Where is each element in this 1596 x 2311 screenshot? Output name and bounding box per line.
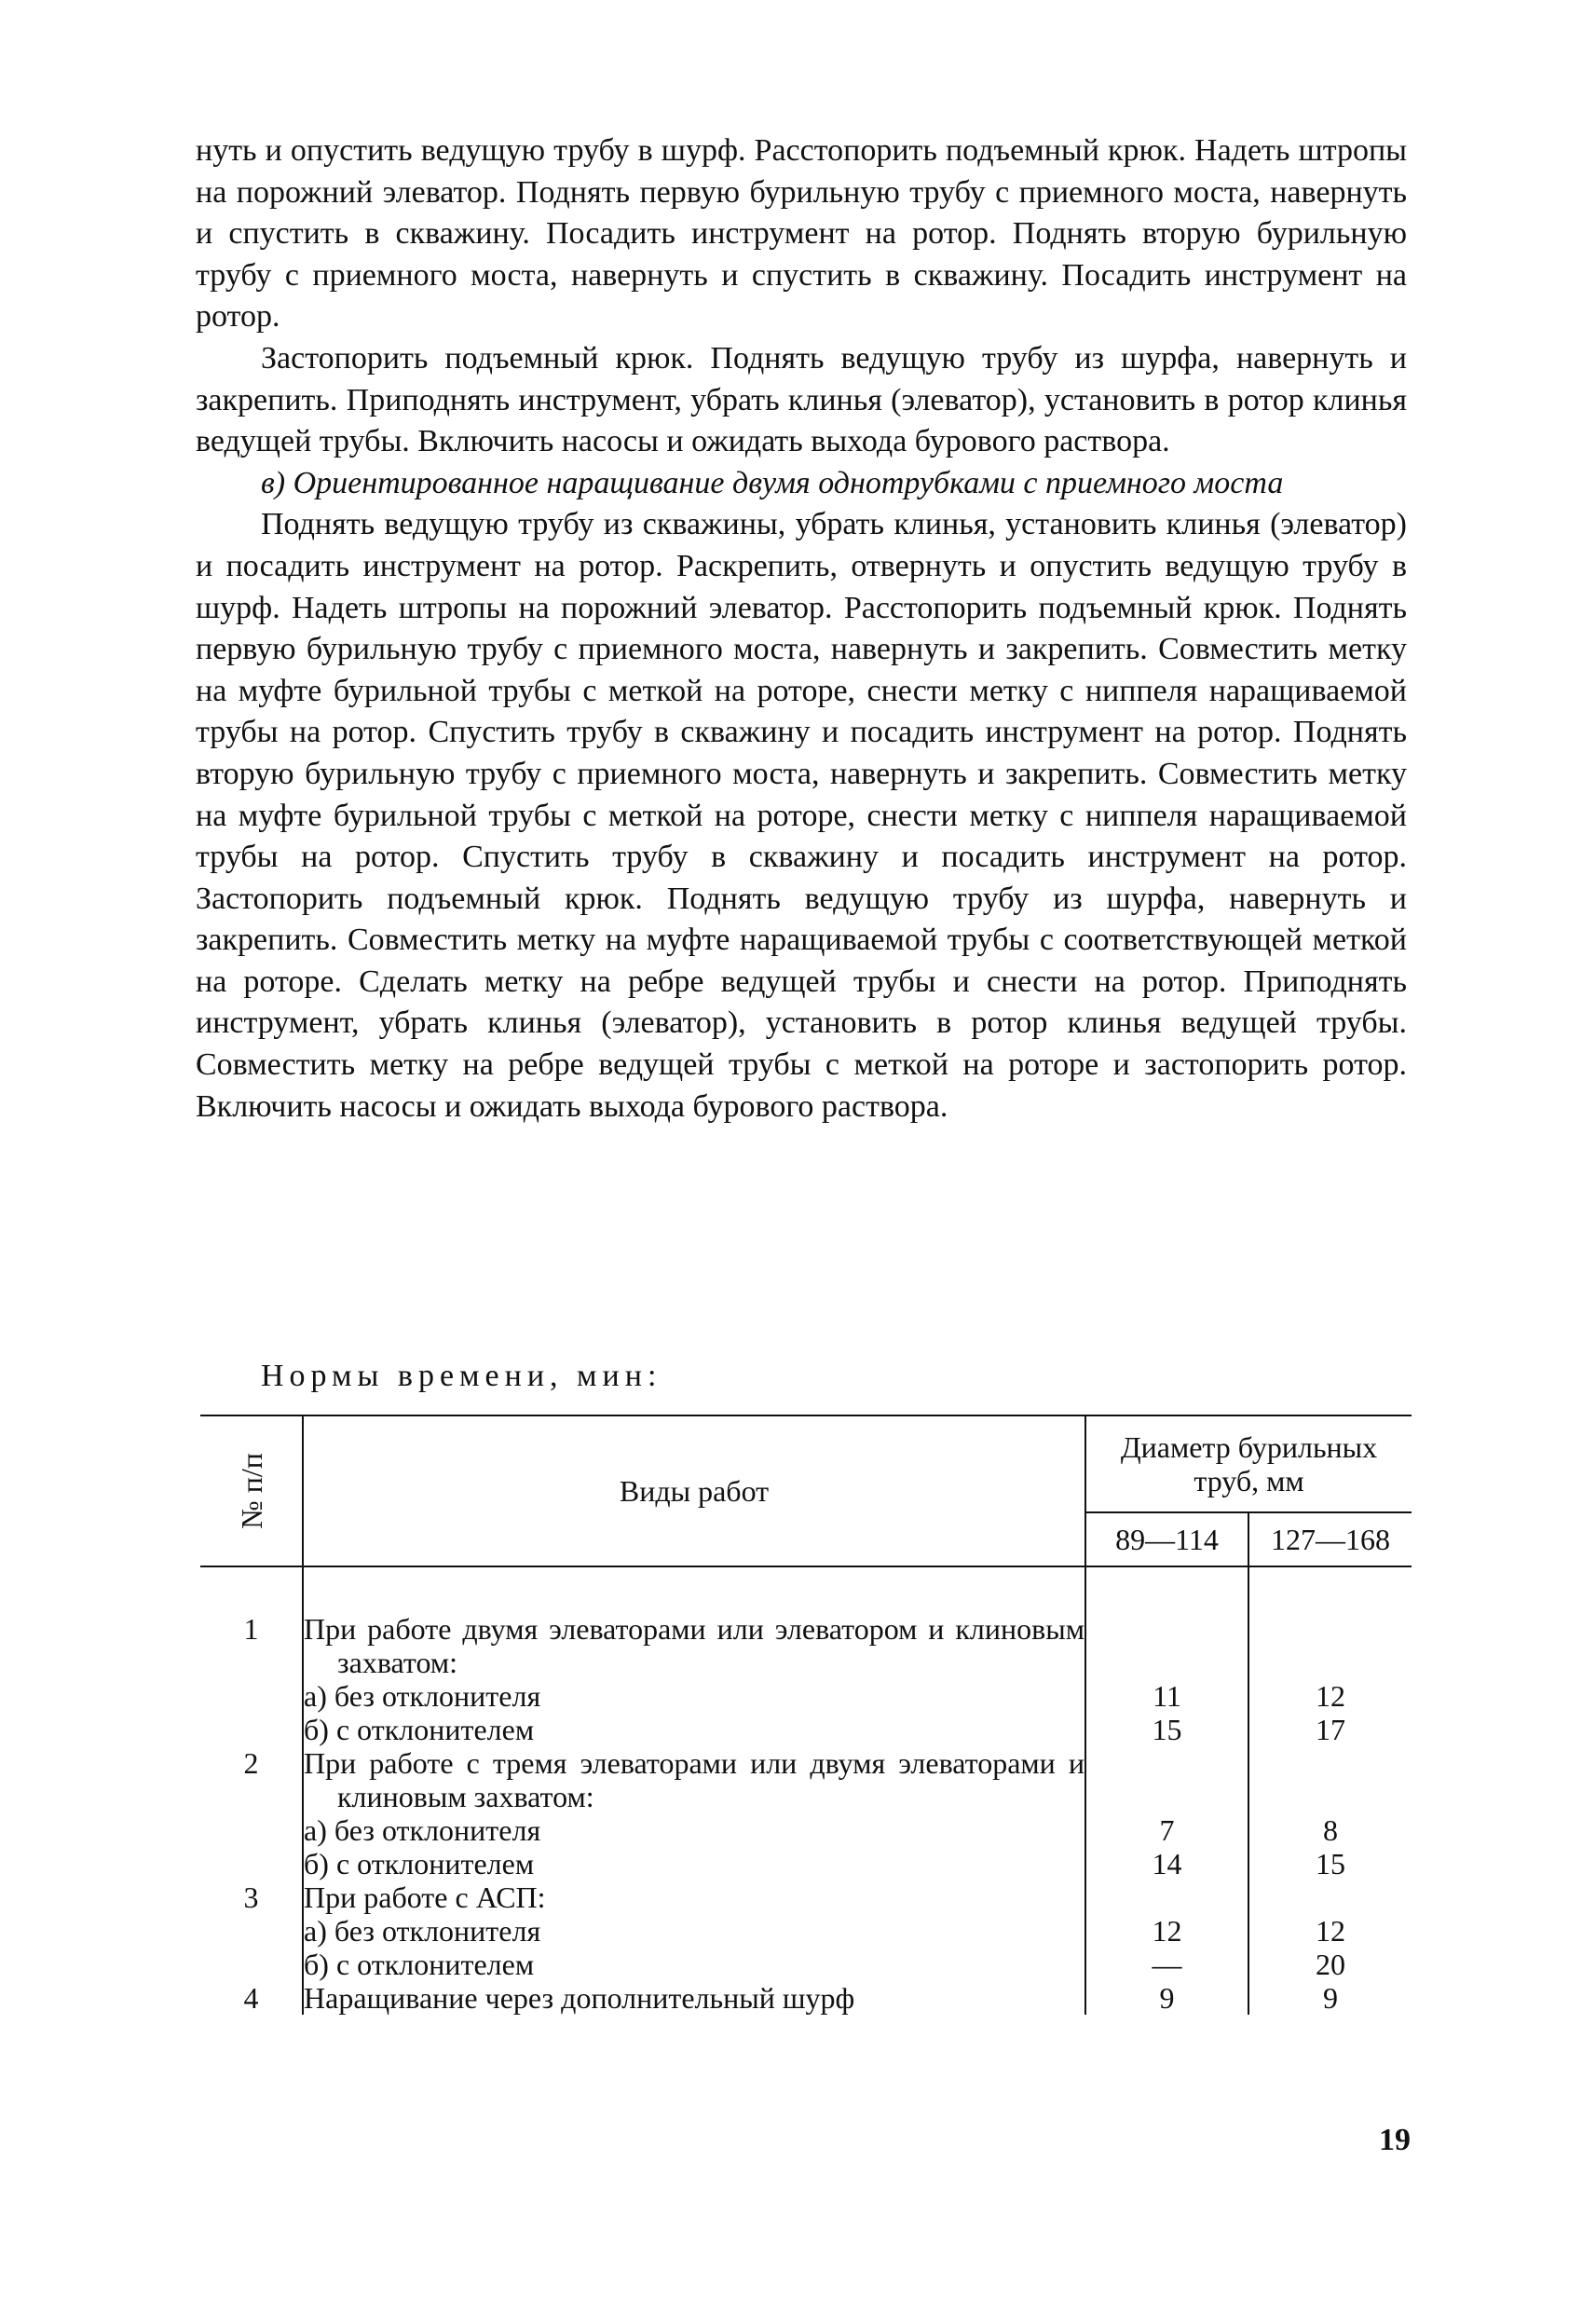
value-89-114: 7 14 [1085, 1813, 1248, 1880]
row-number: 2 [243, 1746, 259, 1780]
work-subitems [303, 1914, 1085, 1981]
paragraph: Поднять ведущую трубу из скважины, убрать клинья, установить клинья (элеватор) и посадить инструмент на ротор. Раскрепить, отвернуть и опустить ведущую трубу в шурф. Надеть штропы на порожний элеватор. Расстопорить подъемный крюк. Поднять первую бурильную трубу с приемного моста, навернуть и закрепить. Совместить метку на муфте бурильной трубы с меткой на роторе, снести метку с ниппеля наращиваемой трубы на ротор. Спустить трубу в скважину и посадить инструмент на ротор. Поднять вторую бурильную трубу с приемного моста, навернуть и закрепить. Совместить метку на муфте бурильной трубы с меткой на роторе, снести метку с ниппеля наращиваемой трубы на ротор. Спустить трубу в скважину и посадить инструмент на ротор. Застопорить подъемный крюк. Поднять ведущую трубу из шурфа, навернуть и закрепить. Совместить метку на муфте наращиваемой трубы с соответствующей меткой на роторе. Сделать метку на ребре ведущей трубы и снести на ротор. Приподнять инструмент, убрать клинья (элеватор), установить в ротор клинья ведущей трубы. Совместить метку на ребре ведущей трубы с меткой на роторе и застопорить ротор. Включить насосы и ожидать выхода бурового раствора. [196, 507, 1407, 1124]
row-number: 3 [243, 1880, 259, 1914]
row-number: 4 [243, 1981, 259, 2015]
subitem-label: а) без отклонителя [304, 1679, 541, 1713]
work-title: Наращивание через дополнительный шурф [303, 1981, 1085, 2015]
table-row [200, 1914, 1412, 1981]
table-row [200, 1880, 1412, 1914]
paragraph: Застопорить подъемный крюк. Поднять ведущую трубу из шурфа, навернуть и закрепить. Приподнять инструмент, убрать клинья (элеватор), установить в ротор клинья ведущей трубы. Включить насосы и ожидать выхода бурового раствора. [196, 340, 1407, 459]
subitem-label: а) без отклонителя [304, 1914, 541, 1948]
header-diameter: Диаметр бурильных труб, мм [1085, 1415, 1412, 1512]
value-127-168: 9 [1323, 1981, 1338, 2015]
page-number: 19 [1379, 2123, 1411, 2157]
header-work-types: Виды работ [303, 1415, 1085, 1566]
subitem-label: б) с отклонителем [304, 1847, 535, 1880]
body-text [196, 130, 1407, 1128]
header-diameter-89-114: 89—114 [1085, 1512, 1248, 1566]
work-title: При работе с тремя элеваторами или двумя элеваторами и клиновым захватом: [304, 1746, 1084, 1813]
paragraph-continuation: нуть и опустить ведущую трубу в шурф. Расстопорить подъемный крюк. Надеть штропы на порожний элеватор. Поднять первую бурильную трубу с приемного моста, навернуть и спустить в скважину. Посадить инструмент на ротор. Поднять вторую бурильную трубу с приемного моста, навернуть и спустить в скважину. Посадить инструмент на ротор. [196, 133, 1407, 335]
table-row [200, 1813, 1412, 1880]
subitem-label: а) без отклонителя [304, 1813, 541, 1847]
work-subitems [303, 1679, 1085, 1746]
norms-title: Нормы времени, мин: [261, 1359, 662, 1393]
table-spacer [200, 1566, 1412, 1612]
table-row [200, 1981, 1412, 2015]
table-row [200, 1612, 1412, 1679]
value-89-114: 11 15 [1085, 1679, 1248, 1746]
norms-table [200, 1415, 1412, 2015]
value-127-168: 12 20 [1316, 1914, 1345, 1981]
value-127-168: 8 15 [1316, 1813, 1345, 1880]
value-127-168: 12 17 [1316, 1679, 1345, 1746]
subitem-label: б) с отклонителем [304, 1948, 535, 1981]
work-title: При работе с АСП: [303, 1880, 1085, 1914]
header-number: № п/п [200, 1415, 303, 1566]
value-89-114: 12 — [1085, 1914, 1248, 1981]
header-diameter-127-168: 127—168 [1248, 1512, 1412, 1566]
row-number: 1 [243, 1612, 259, 1646]
table-row [200, 1746, 1412, 1813]
value-89-114: 9 [1085, 1981, 1248, 2015]
section-subheading: в) Ориентированное наращивание двумя однотрубками с приемного моста [261, 465, 1284, 500]
table-header-row [200, 1415, 1412, 1512]
work-subitems [303, 1813, 1085, 1880]
work-title: При работе двумя элеваторами или элеватором и клиновым захватом: [304, 1612, 1084, 1679]
table-row [200, 1679, 1412, 1746]
subitem-label: б) с отклонителем [304, 1713, 535, 1746]
